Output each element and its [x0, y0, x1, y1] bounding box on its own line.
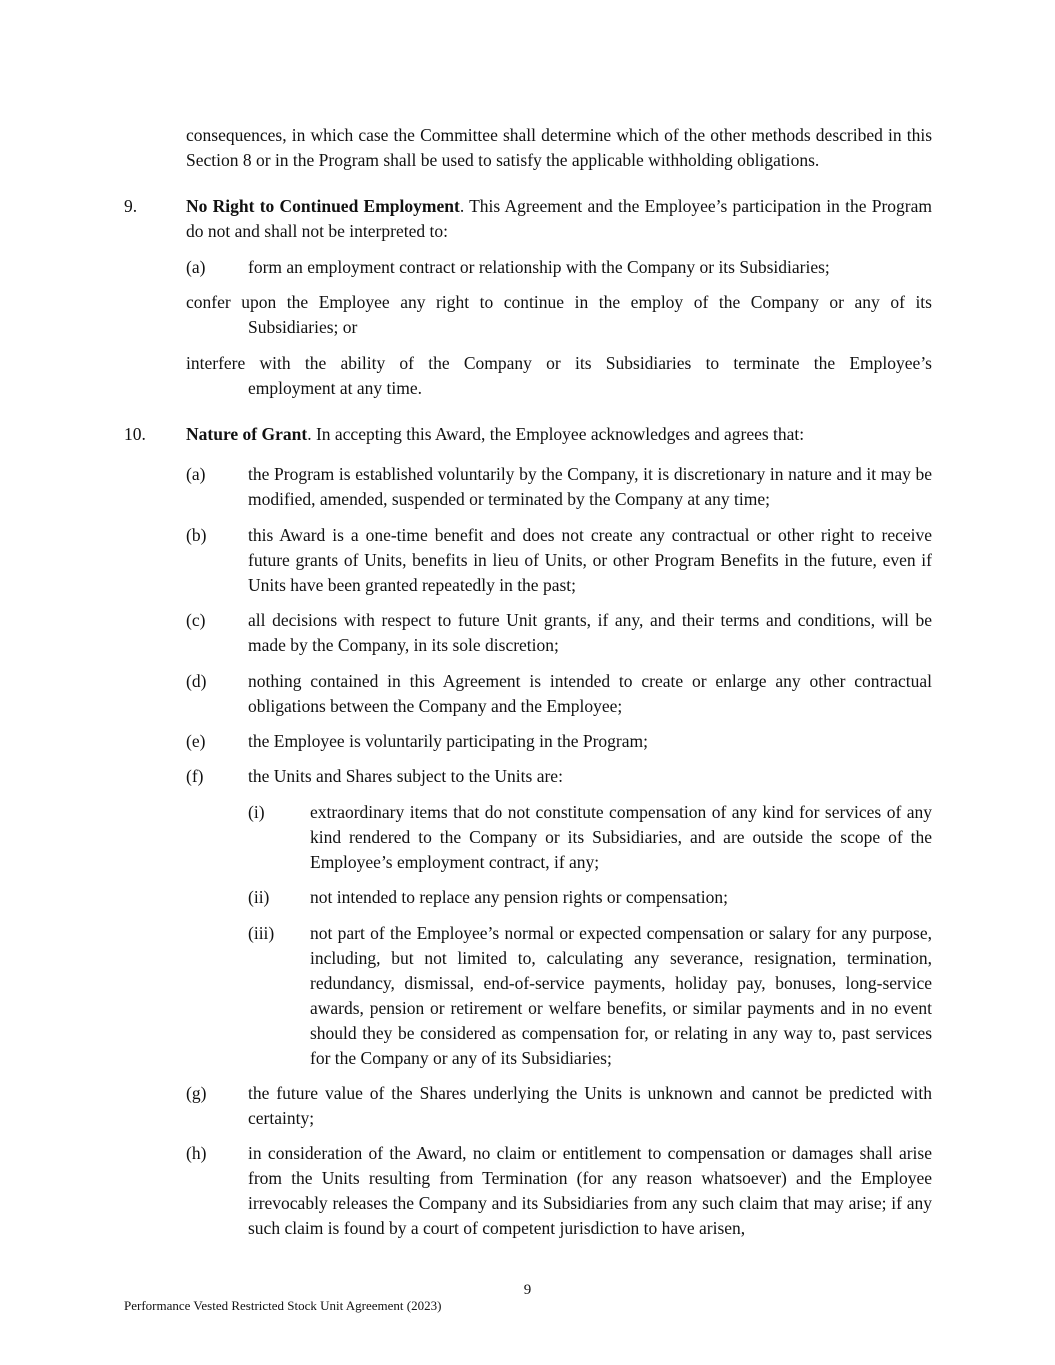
footer-text: Performance Vested Restricted Stock Unit Agreement (2023) [124, 1298, 442, 1313]
section-9-item-b-line1: confer upon the Employee any right to continue in the employ of the Company or any of its [186, 292, 932, 312]
section-9-item-b-line2: Subsidiaries; or [248, 317, 358, 337]
section-10-item-d-text: nothing contained in this Agreement is intended to create or enlarge any other contractual obligations between the Company and the Employee; [248, 671, 932, 716]
section-10-item-d-label: (d) [186, 671, 207, 691]
section-10-item-g-label: (g) [186, 1083, 207, 1103]
section-9-item-c [186, 351, 932, 401]
section-10-item-h-text: in consideration of the Award, no claim or entitlement to compensation or damages shall arise from the Units resulting from Termination (for any reason whatsoever) and the Employee irrevocably releases the Company and its Subsidiaries from any such claim that may arise; if any such claim is found by a court of competent jurisdiction to have arisen, [248, 1143, 932, 1238]
section-10-subitem-ii-text: not intended to replace any pension rights or compensation; [310, 887, 728, 907]
section-10-item-h-label: (h) [186, 1143, 207, 1163]
section-10-item-c-label: (c) [186, 610, 206, 630]
section-9-paragraph [186, 194, 932, 244]
section-9-item-b [186, 290, 932, 340]
section-10-number: 10. [124, 424, 146, 444]
section-10-subitem-i-label: (i) [248, 802, 265, 822]
section-9-item-c-line1: interfere with the ability of the Company or its Subsidiaries to terminate the Employee’s [186, 353, 932, 373]
section-10-item-e-text: the Employee is voluntarily participating in the Program; [248, 731, 648, 751]
section-9-item-a-label: (a) [186, 257, 206, 277]
section-9-intro: . This Agreement and the Employee’s participation in the Program do not and shall not be interpreted to: [186, 196, 932, 241]
section-10-intro: . In accepting this Award, the Employee acknowledges and agrees that: [307, 424, 805, 444]
section-9-item-a-text: form an employment contract or relationship with the Company or its Subsidiaries; [248, 257, 830, 277]
section-10-subitem-ii-label: (ii) [248, 887, 270, 907]
section-10-item-b-text: this Award is a one-time benefit and does not create any contractual or other right to receive future grants of Units, benefits in lieu of Units, or other Program Benefits in the future, even if Units have been granted repeatedly in the past; [248, 525, 932, 595]
section-10-subitem-iii-text: not part of the Employee’s normal or expected compensation or salary for any purpose, including, but not limited to, calculating any severance, resignation, termination, redundancy, dismissal, end-of-service payments, holiday pay, bonuses, long-service awards, pension or retirement or welfare benefits, or similar payments and in no event should they be considered as compensation for, or relating in any way to, past services for the Company or any of its Subsidiaries; [310, 923, 932, 1068]
section-10-paragraph [186, 422, 932, 447]
section-10-item-f-label: (f) [186, 766, 204, 786]
section-9-item-c-line2: employment at any time. [248, 378, 422, 398]
section-10-item-b-label: (b) [186, 525, 207, 545]
section-10-item-c-text: all decisions with respect to future Unit grants, if any, and their terms and conditions, will be made by the Company, in its sole discretion; [248, 610, 932, 655]
section-10-item-f-text: the Units and Shares subject to the Units are: [248, 766, 563, 786]
section-10-heading: Nature of Grant [186, 424, 308, 444]
section-10-subitem-i-text: extraordinary items that do not constitute compensation of any kind for services of any kind rendered to the Company or its Subsidiaries, and are outside the scope of the Employee’s employment contract, if any; [310, 802, 932, 872]
section-10-item-a-label: (a) [186, 464, 206, 484]
section-10-item-e-label: (e) [186, 731, 206, 751]
continuation-paragraph: consequences, in which case the Committee shall determine which of the other methods described in this Section 8 or in the Program shall be used to satisfy the applicable withholding obligations. [186, 125, 932, 170]
section-10-item-a-text: the Program is established voluntarily by the Company, it is discretionary in nature and it may be modified, amended, suspended or terminated by the Company at any time; [248, 464, 932, 509]
section-10-subitem-iii-label: (iii) [248, 923, 275, 943]
section-10-item-g-text: the future value of the Shares underlying the Units is unknown and cannot be predicted with certainty; [248, 1083, 932, 1128]
section-9-number: 9. [124, 196, 138, 216]
page-number: 9 [523, 1282, 532, 1298]
section-9-heading: No Right to Continued Employment [186, 196, 460, 216]
